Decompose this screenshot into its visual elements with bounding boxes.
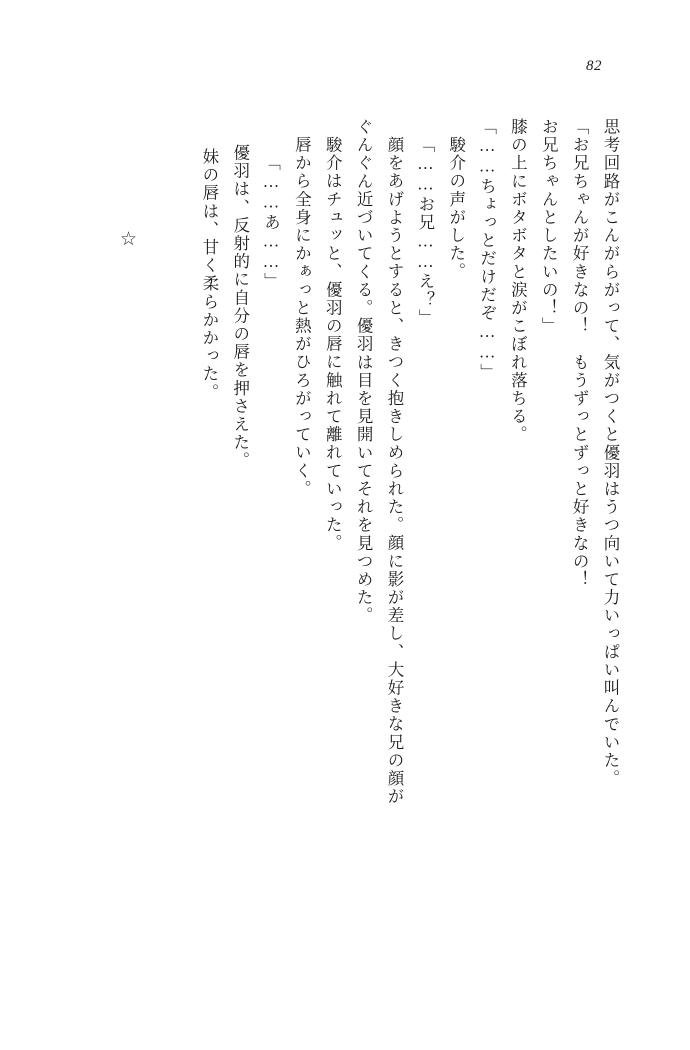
text-column: 膝の上にボタボタと涙がこぼれ落ちる。 [508,118,528,444]
text-column: 駿介はチュッと、優羽の唇に触れて離れていった。 [323,136,343,553]
text-column: 唇から全身にかぁっと熱がひろがっていく。 [292,136,312,498]
text-column: お兄ちゃんとしたいの！」 [539,118,559,336]
text-column: 優羽は、反射的に自分の唇を押さえた。 [230,144,250,470]
text-column: 駿介の声がした。 [446,136,466,281]
vertical-text-block [78,118,618,998]
text-column: 「……あ……」 [261,154,281,291]
star-ornament-icon: ☆ [120,229,138,250]
text-column: ぐんぐん近づいてくる。優羽は目を見開いてそれを見つめた。 [354,118,374,625]
text-column: 「お兄ちゃんが好きなの！ もうずっとずっと好きなの！ [570,118,590,589]
text-column: 顔をあげようとすると、きつく抱きしめられた。顔に影が差し、大好きな兄の顔が [384,136,404,806]
text-column: 「……ちょっとだけだぞ……」 [477,118,497,382]
text-column: 妹の唇は、甘く柔らかかった。 [199,148,219,402]
page-number: 82 [586,58,602,74]
text-column: 「……お兄……え？」 [415,136,435,327]
text-column: 思考回路がこんがらがって、気がつくと優羽はうつ向いて力いっぱい叫んでいた。 [601,118,620,788]
